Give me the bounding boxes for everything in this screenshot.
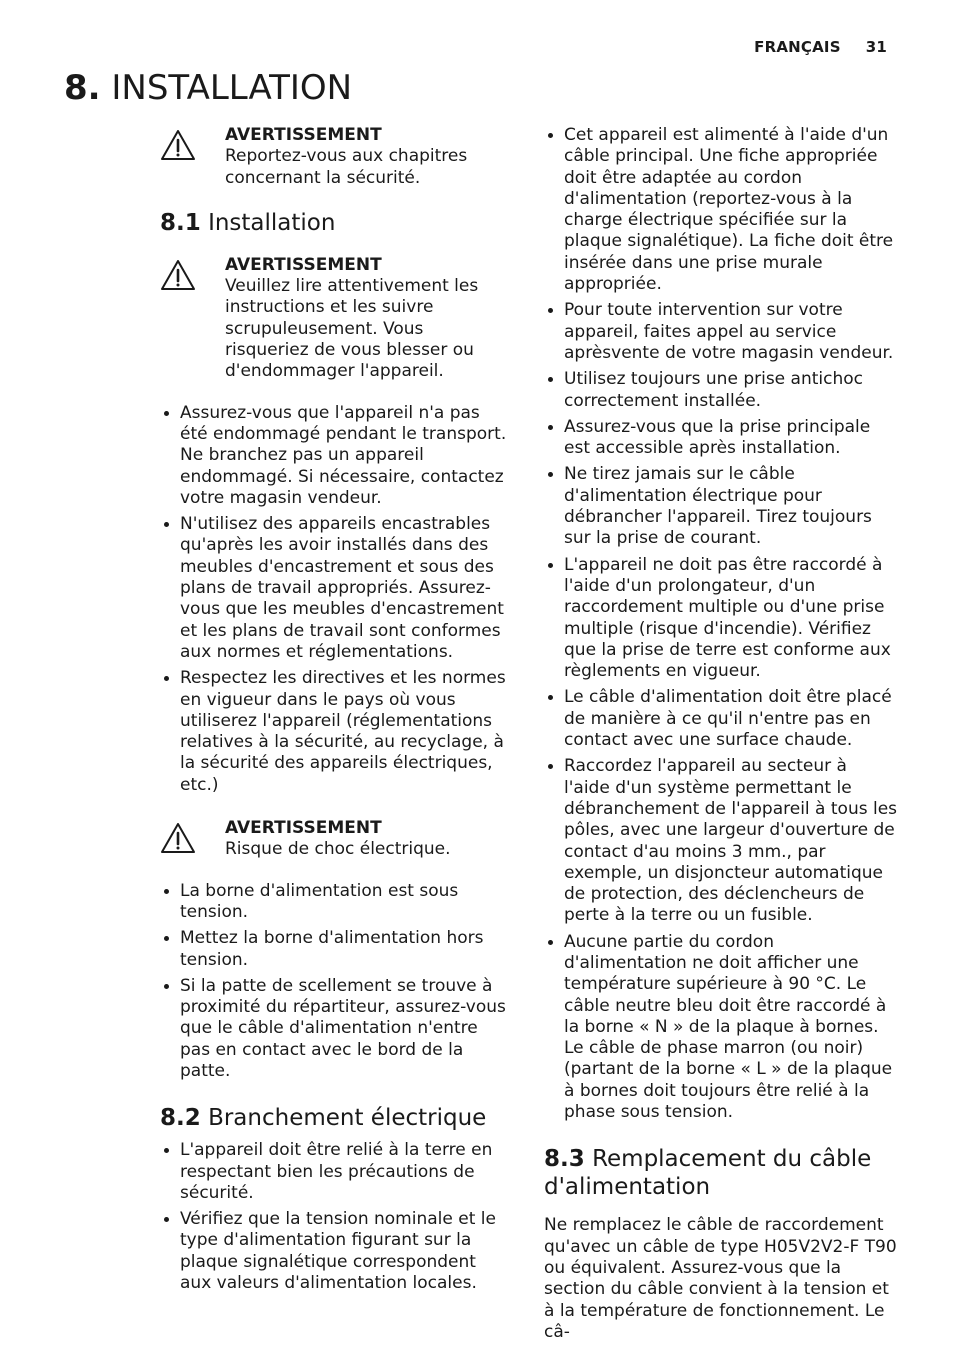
warning-title: AVERTISSEMENT	[225, 818, 382, 839]
body-paragraph: Ne remplacez le câble de raccordement qu'avec un câble de type H05V2V2-F T90 ou équivalent. Assurez-vous que la section du câble convient à la tension et à la température de fonctionnement. Le câ-	[544, 1215, 897, 1342]
list-item: L'appareil doit être relié à la terre en respectant bien les précautions de sécurité.	[160, 1140, 512, 1204]
list-item: Vérifiez que la tension nominale et le type d'alimentation figurant sur la plaque signalétique correspondent aux valeurs d'alimentation locales.	[160, 1209, 512, 1294]
warning-title: AVERTISSEMENT	[225, 254, 382, 275]
warning-block	[160, 818, 512, 861]
list-item: Respectez les directives et les normes en vigueur dans le pays où vous utiliserez l'appareil (réglementations relatives à la sécurité, au recyclage, à la sécurité des appareils électriques, etc.)	[160, 668, 512, 796]
list-item: Mettez la borne d'alimentation hors tension.	[160, 928, 512, 971]
list-item: Aucune partie du cordon d'alimentation ne doit afficher une température supérieure à 90 °C. Le câble neutre bleu doit être raccordé à la borne « N » de la plaque à bornes. Le câble de phase marron (ou noir) (partant de la borne « L » de la plaque à bornes doit toujours être relié à la phase sous tension.	[544, 932, 898, 1124]
list-item: N'utilisez des appareils encastrables qu'après les avoir installés dans des meubles d'encastrement et sous des plans de travail appropriés. Assurez-vous que les meubles d'encastrement et les plans de travail sont conformes aux normes et réglementations.	[160, 514, 512, 663]
page-header	[754, 38, 887, 56]
page-number: 31	[865, 38, 887, 56]
bullet-list	[160, 403, 512, 796]
bullet-list	[160, 881, 512, 1083]
warning-text: Risque de choc électrique.	[225, 839, 451, 860]
section-title: Branchement électrique	[208, 1105, 487, 1132]
warning-triangle-icon	[160, 129, 196, 161]
bullet-list	[160, 1140, 512, 1294]
list-item: Ne tirez jamais sur le câble d'alimentation électrique pour débrancher l'appareil. Tirez toujours sur la prise de courant.	[544, 464, 898, 549]
section-number: 8.2	[160, 1105, 201, 1132]
warning-block	[160, 125, 512, 189]
left-column	[160, 125, 512, 1316]
list-item: La borne d'alimentation est sous tension.	[160, 881, 512, 924]
list-item: Pour toute intervention sur votre appareil, faites appel au service aprèsvente de votre magasin vendeur.	[544, 300, 898, 364]
chapter-number: 8.	[64, 68, 101, 108]
list-item: Cet appareil est alimenté à l'aide d'un câble principal. Une fiche appropriée doit être adaptée au cordon d'alimentation (reportez-vous à la charge électrique spécifiée sur la plaque signalétique). La fiche doit être insérée dans une prise murale appropriée.	[544, 125, 898, 295]
bullet-list	[544, 125, 898, 1123]
list-item: Raccordez l'appareil au secteur à l'aide d'un système permettant le débranchement de l'appareil à tous les pôles, avec une largeur d'ouverture de contact d'au moins 3 mm., par exemple, un disjoncteur automatique de protection, des déclencheurs de perte à la terre ou un fusible.	[544, 756, 898, 926]
warning-text: Reportez-vous aux chapitres concernant la sécurité.	[225, 146, 468, 188]
header-language: FRANÇAIS	[754, 38, 841, 56]
right-column	[544, 125, 898, 1343]
section-title: Installation	[208, 209, 336, 236]
warning-text: Veuillez lire attentivement les instructions et les suivre scrupuleusement. Vous risqueriez de vous blesser ou d'endommager l'appareil.	[225, 276, 479, 382]
warning-triangle-icon	[160, 259, 196, 291]
section-number: 8.3	[544, 1146, 585, 1173]
list-item: Assurez-vous que l'appareil n'a pas été endommagé pendant le transport. Ne branchez pas un appareil endommagé. Si nécessaire, contactez votre magasin vendeur.	[160, 403, 512, 509]
chapter-title	[64, 66, 352, 110]
list-item: Le câble d'alimentation doit être placé de manière à ce qu'il n'entre pas en contact avec une surface chaude.	[544, 687, 898, 751]
section-heading-8-1	[160, 209, 512, 237]
section-number: 8.1	[160, 209, 201, 236]
section-heading-8-3	[544, 1145, 898, 1201]
chapter-title-text: INSTALLATION	[111, 68, 353, 108]
section-heading-8-2	[160, 1104, 512, 1132]
list-item: Assurez-vous que la prise principale est accessible après installation.	[544, 417, 898, 460]
warning-title: AVERTISSEMENT	[225, 125, 382, 145]
list-item: Si la patte de scellement se trouve à proximité du répartiteur, assurez-vous que le câble d'alimentation n'entre pas en contact avec le bord de la patte.	[160, 976, 512, 1082]
list-item: Utilisez toujours une prise antichoc correctement installée.	[544, 369, 898, 412]
section-title: Remplacement du câble d'alimentation	[544, 1146, 872, 1201]
warning-triangle-icon	[160, 822, 196, 854]
list-item: L'appareil ne doit pas être raccordé à l'aide d'un prolongateur, d'un raccordement multiple ou d'une prise multiple (risque d'incendie). Vérifiez que la prise de terre est conforme aux règlements en vigueur.	[544, 555, 898, 683]
warning-block	[160, 255, 512, 383]
